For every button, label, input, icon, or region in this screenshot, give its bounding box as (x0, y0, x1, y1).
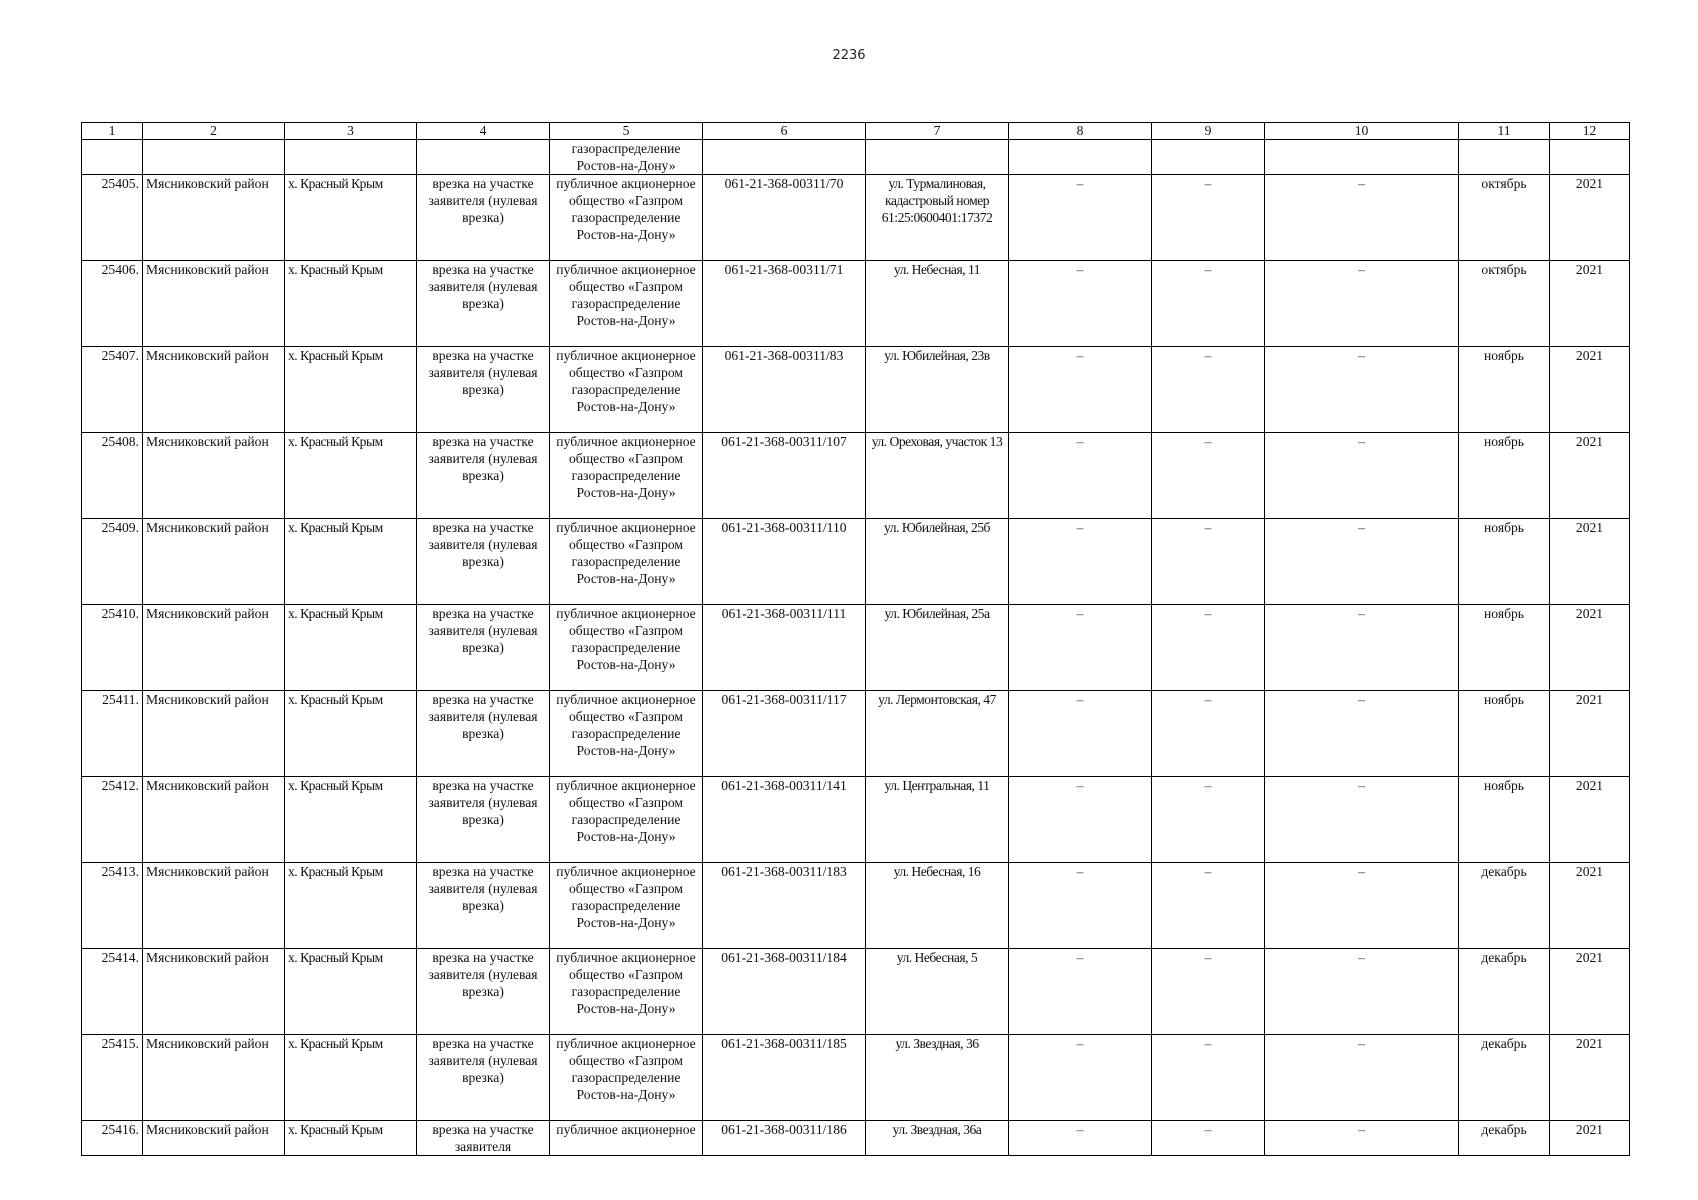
column-8-cell: – (1009, 175, 1152, 261)
table-row (82, 347, 1630, 433)
table-row (82, 605, 1630, 691)
address-cell: ул. Центральная, 11 (866, 777, 1009, 863)
column-header: 2 (143, 123, 285, 140)
column-9-cell: – (1152, 691, 1265, 777)
code-cell: 061-21-368-00311/184 (703, 949, 866, 1035)
code-cell: 061-21-368-00311/71 (703, 261, 866, 347)
address-cell: ул. Небесная, 16 (866, 863, 1009, 949)
column-9-cell: – (1152, 949, 1265, 1035)
column-10-cell: – (1265, 949, 1459, 1035)
district-cell: Мясниковский район (143, 347, 285, 433)
month-cell: декабрь (1459, 1035, 1550, 1121)
year-cell: 2021 (1550, 261, 1630, 347)
column-10-cell: – (1265, 347, 1459, 433)
year-cell: 2021 (1550, 1035, 1630, 1121)
table-row (82, 433, 1630, 519)
month-cell: декабрь (1459, 1121, 1550, 1156)
row-number: 25410. (82, 605, 143, 691)
column-8-cell: – (1009, 1035, 1152, 1121)
row-number: 25414. (82, 949, 143, 1035)
column-9-cell: – (1152, 1035, 1265, 1121)
district-cell: Мясниковский район (143, 691, 285, 777)
settlement-cell: х. Красный Крым (285, 175, 417, 261)
table-row (82, 519, 1630, 605)
column-8-cell: – (1009, 1121, 1152, 1156)
month-cell: ноябрь (1459, 691, 1550, 777)
district-cell: Мясниковский район (143, 261, 285, 347)
row-number: 25415. (82, 1035, 143, 1121)
settlement-cell: х. Красный Крым (285, 261, 417, 347)
table-row (82, 175, 1630, 261)
column-header: 1 (82, 123, 143, 140)
month-cell: ноябрь (1459, 347, 1550, 433)
column-9-cell: – (1152, 863, 1265, 949)
year-cell: 2021 (1550, 691, 1630, 777)
settlement-cell: х. Красный Крым (285, 863, 417, 949)
connection-type-cell: врезка на участке заявителя (нулевая врезка) (417, 777, 550, 863)
address-cell: ул. Турмалиновая, кадастровый номер 61:25:0600401:17372 (866, 175, 1009, 261)
code-cell: 061-21-368-00311/83 (703, 347, 866, 433)
column-header: 8 (1009, 123, 1152, 140)
column-8-cell: – (1009, 691, 1152, 777)
year-cell: 2021 (1550, 605, 1630, 691)
header-row (82, 123, 1630, 140)
address-cell: ул. Ореховая, участок 13 (866, 433, 1009, 519)
table-row (82, 691, 1630, 777)
org-cell: публичное акционерное общество «Газпром газораспределение Ростов-на-Дону» (550, 949, 703, 1035)
code-cell: 061-21-368-00311/70 (703, 175, 866, 261)
column-8-cell: – (1009, 777, 1152, 863)
row-number: 25409. (82, 519, 143, 605)
code-cell: 061-21-368-00311/185 (703, 1035, 866, 1121)
org-cell: публичное акционерное (550, 1121, 703, 1156)
column-10-cell: – (1265, 1121, 1459, 1156)
year-cell: 2021 (1550, 863, 1630, 949)
district-cell: Мясниковский район (143, 433, 285, 519)
org-cell: публичное акционерное общество «Газпром газораспределение Ростов-на-Дону» (550, 261, 703, 347)
month-cell: октябрь (1459, 261, 1550, 347)
table-row (82, 1121, 1630, 1156)
code-cell: 061-21-368-00311/186 (703, 1121, 866, 1156)
settlement-cell: х. Красный Крым (285, 691, 417, 777)
column-10-cell: – (1265, 433, 1459, 519)
district-cell: Мясниковский район (143, 949, 285, 1035)
settlement-cell: х. Красный Крым (285, 949, 417, 1035)
district-cell: Мясниковский район (143, 519, 285, 605)
row-number: 25407. (82, 347, 143, 433)
column-10-cell: – (1265, 519, 1459, 605)
connection-type-cell: врезка на участке заявителя (нулевая врезка) (417, 605, 550, 691)
column-10-cell: – (1265, 261, 1459, 347)
org-cell: публичное акционерное общество «Газпром газораспределение Ростов-на-Дону» (550, 691, 703, 777)
register-table (81, 122, 1630, 1156)
settlement-cell: х. Красный Крым (285, 1121, 417, 1156)
code-cell: 061-21-368-00311/141 (703, 777, 866, 863)
connection-type-cell: врезка на участке заявителя (нулевая врезка) (417, 691, 550, 777)
column-header: 11 (1459, 123, 1550, 140)
table-row (82, 863, 1630, 949)
month-cell: ноябрь (1459, 777, 1550, 863)
org-cell: публичное акционерное общество «Газпром газораспределение Ростов-на-Дону» (550, 347, 703, 433)
month-cell: ноябрь (1459, 433, 1550, 519)
code-cell: 061-21-368-00311/111 (703, 605, 866, 691)
column-8-cell: – (1009, 605, 1152, 691)
column-8-cell: – (1009, 433, 1152, 519)
row-number: 25413. (82, 863, 143, 949)
column-8-cell: – (1009, 949, 1152, 1035)
district-cell: Мясниковский район (143, 1035, 285, 1121)
column-header: 9 (1152, 123, 1265, 140)
column-header: 7 (866, 123, 1009, 140)
table-row (82, 949, 1630, 1035)
code-cell: 061-21-368-00311/183 (703, 863, 866, 949)
connection-type-cell: врезка на участке заявителя (нулевая врезка) (417, 519, 550, 605)
continuation-row (82, 140, 1630, 175)
month-cell: октябрь (1459, 175, 1550, 261)
column-9-cell: – (1152, 347, 1265, 433)
code-cell: 061-21-368-00311/107 (703, 433, 866, 519)
column-10-cell: – (1265, 691, 1459, 777)
column-8-cell: – (1009, 863, 1152, 949)
column-9-cell: – (1152, 175, 1265, 261)
row-number: 25416. (82, 1121, 143, 1156)
column-header: 4 (417, 123, 550, 140)
column-9-cell: – (1152, 519, 1265, 605)
connection-type-cell: врезка на участке заявителя (нулевая врезка) (417, 863, 550, 949)
org-cell: публичное акционерное общество «Газпром газораспределение Ростов-на-Дону» (550, 777, 703, 863)
year-cell: 2021 (1550, 777, 1630, 863)
connection-type-cell: врезка на участке заявителя (нулевая врезка) (417, 433, 550, 519)
column-8-cell: – (1009, 519, 1152, 605)
column-10-cell: – (1265, 777, 1459, 863)
connection-type-cell: врезка на участке заявителя (417, 1121, 550, 1156)
address-cell: ул. Небесная, 5 (866, 949, 1009, 1035)
column-header: 12 (1550, 123, 1630, 140)
district-cell: Мясниковский район (143, 863, 285, 949)
org-cell: публичное акционерное общество «Газпром газораспределение Ростов-на-Дону» (550, 175, 703, 261)
district-cell: Мясниковский район (143, 1121, 285, 1156)
row-number: 25408. (82, 433, 143, 519)
connection-type-cell: врезка на участке заявителя (нулевая врезка) (417, 261, 550, 347)
column-8-cell: – (1009, 347, 1152, 433)
org-cell: публичное акционерное общество «Газпром газораспределение Ростов-на-Дону» (550, 433, 703, 519)
year-cell: 2021 (1550, 1121, 1630, 1156)
year-cell: 2021 (1550, 347, 1630, 433)
address-cell: ул. Лермонтовская, 47 (866, 691, 1009, 777)
year-cell: 2021 (1550, 433, 1630, 519)
table-row (82, 777, 1630, 863)
row-number: 25406. (82, 261, 143, 347)
connection-type-cell: врезка на участке заявителя (нулевая врезка) (417, 1035, 550, 1121)
code-cell: 061-21-368-00311/110 (703, 519, 866, 605)
settlement-cell: х. Красный Крым (285, 777, 417, 863)
connection-type-cell: врезка на участке заявителя (нулевая врезка) (417, 949, 550, 1035)
column-10-cell: – (1265, 863, 1459, 949)
district-cell: Мясниковский район (143, 777, 285, 863)
district-cell: Мясниковский район (143, 175, 285, 261)
column-9-cell: – (1152, 605, 1265, 691)
code-cell: 061-21-368-00311/117 (703, 691, 866, 777)
month-cell: декабрь (1459, 863, 1550, 949)
district-cell: Мясниковский район (143, 605, 285, 691)
settlement-cell: х. Красный Крым (285, 1035, 417, 1121)
address-cell: ул. Звездная, 36а (866, 1121, 1009, 1156)
column-9-cell: – (1152, 261, 1265, 347)
org-cell: публичное акционерное общество «Газпром газораспределение Ростов-на-Дону» (550, 519, 703, 605)
address-cell: ул. Юбилейная, 25а (866, 605, 1009, 691)
page-number: 2236 (832, 48, 866, 63)
table-row (82, 261, 1630, 347)
row-number: 25411. (82, 691, 143, 777)
settlement-cell: х. Красный Крым (285, 519, 417, 605)
org-cell: публичное акционерное общество «Газпром газораспределение Ростов-на-Дону» (550, 605, 703, 691)
org-cell: газораспределение Ростов-на-Дону» (550, 140, 703, 175)
row-number: 25412. (82, 777, 143, 863)
year-cell: 2021 (1550, 949, 1630, 1035)
settlement-cell: х. Красный Крым (285, 605, 417, 691)
column-10-cell: – (1265, 1035, 1459, 1121)
month-cell: ноябрь (1459, 605, 1550, 691)
connection-type-cell: врезка на участке заявителя (нулевая врезка) (417, 175, 550, 261)
year-cell: 2021 (1550, 175, 1630, 261)
org-cell: публичное акционерное общество «Газпром газораспределение Ростов-на-Дону» (550, 1035, 703, 1121)
column-header: 5 (550, 123, 703, 140)
row-number: 25405. (82, 175, 143, 261)
column-10-cell: – (1265, 605, 1459, 691)
column-9-cell: – (1152, 777, 1265, 863)
column-header: 10 (1265, 123, 1459, 140)
column-10-cell: – (1265, 175, 1459, 261)
address-cell: ул. Юбилейная, 23в (866, 347, 1009, 433)
org-cell: публичное акционерное общество «Газпром газораспределение Ростов-на-Дону» (550, 863, 703, 949)
month-cell: декабрь (1459, 949, 1550, 1035)
month-cell: ноябрь (1459, 519, 1550, 605)
table-row (82, 1035, 1630, 1121)
column-9-cell: – (1152, 1121, 1265, 1156)
address-cell: ул. Небесная, 11 (866, 261, 1009, 347)
connection-type-cell: врезка на участке заявителя (нулевая врезка) (417, 347, 550, 433)
settlement-cell: х. Красный Крым (285, 433, 417, 519)
column-header: 6 (703, 123, 866, 140)
address-cell: ул. Звездная, 36 (866, 1035, 1009, 1121)
settlement-cell: х. Красный Крым (285, 347, 417, 433)
column-header: 3 (285, 123, 417, 140)
address-cell: ул. Юбилейная, 25б (866, 519, 1009, 605)
column-8-cell: – (1009, 261, 1152, 347)
year-cell: 2021 (1550, 519, 1630, 605)
column-9-cell: – (1152, 433, 1265, 519)
